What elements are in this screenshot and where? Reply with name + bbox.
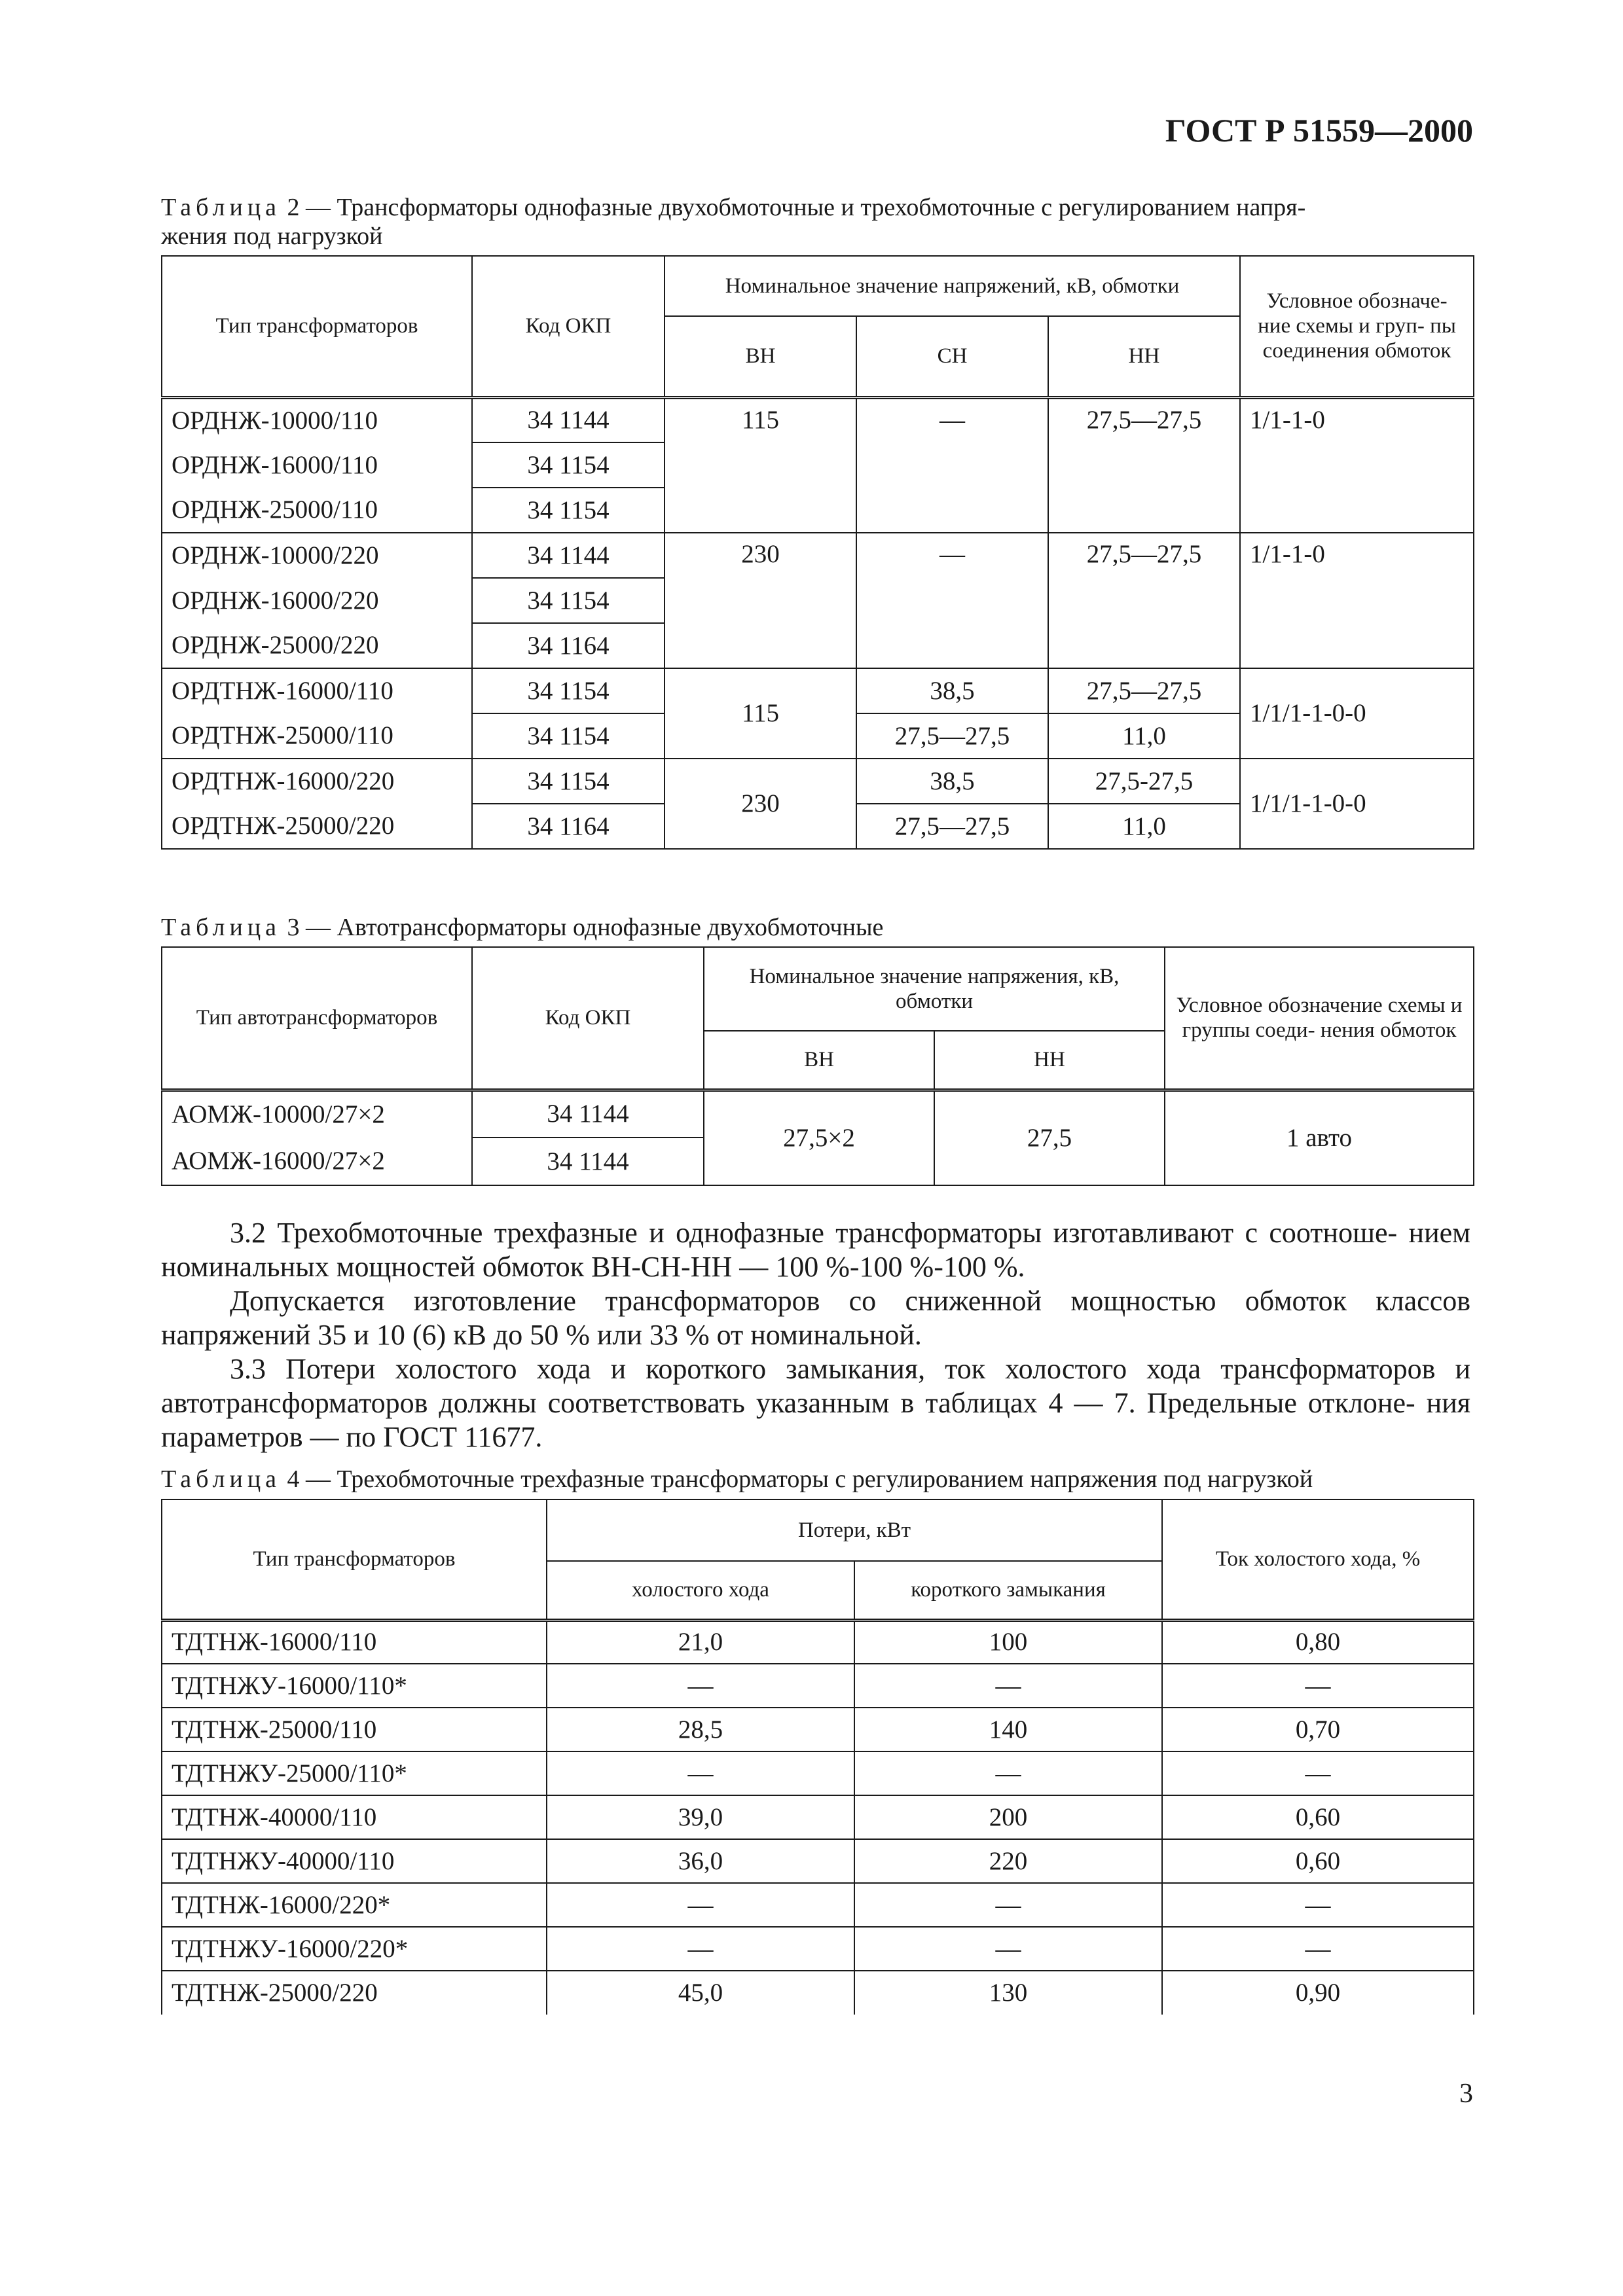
code-cell: 34 1154 [472,442,665,488]
sn-cell: — [856,397,1048,533]
short-circuit-loss-cell: 140 [854,1708,1162,1751]
header-nn: НН [1048,316,1240,397]
no-load-current-cell: 0,60 [1162,1839,1474,1883]
no-load-current-cell: 0,80 [1162,1620,1474,1664]
no-load-loss-cell: 45,0 [547,1971,854,2015]
short-circuit-loss-cell: 130 [854,1971,1162,2015]
code-cell: 34 1154 [472,713,665,759]
page-number: 3 [1459,2079,1473,2109]
no-load-current-cell: — [1162,1664,1474,1708]
scheme-cell: 1/1-1-0 [1240,397,1474,533]
table-row [162,1664,1474,1708]
table-4-caption [161,1465,1470,1494]
short-circuit-loss-cell: — [854,1883,1162,1927]
sn-cell: — [856,533,1048,668]
no-load-current-cell: — [1162,1927,1474,1971]
short-circuit-loss-cell: 200 [854,1795,1162,1839]
short-circuit-loss-cell: 220 [854,1839,1162,1883]
type-cell: ТДТНЖУ-16000/220* [162,1927,547,1971]
vn-cell: 230 [665,533,856,668]
short-circuit-loss-cell: — [854,1751,1162,1795]
table-row [162,668,1474,713]
nn-cell: 27,5-27,5 [1048,759,1240,804]
table-row [162,1708,1474,1751]
code-cell: 34 1154 [472,578,665,623]
header-sn: СН [856,316,1048,397]
code-cell: 34 1144 [472,397,665,442]
type-cell: ТДТНЖУ-40000/110 [162,1839,547,1883]
type-cell: ОРДНЖ-25000/220 [162,623,472,668]
header-voltage: Номинальное значение напряжения, кВ, обмотки [704,947,1165,1031]
type-cell: ОРДТНЖ-25000/220 [162,804,472,849]
no-load-loss-cell: 36,0 [547,1839,854,1883]
nn-cell: 11,0 [1048,804,1240,849]
no-load-loss-cell: 39,0 [547,1795,854,1839]
table-row [162,1620,1474,1664]
vn-cell: 115 [665,397,856,533]
table-row [162,1883,1474,1927]
type-cell: ОРДТНЖ-16000/220 [162,759,472,804]
sn-cell: 38,5 [856,759,1048,804]
table-2-caption-label: Таблица [161,194,282,221]
no-load-current-cell: — [1162,1751,1474,1795]
header-no-load-current: Ток холостого хода, % [1162,1499,1474,1620]
no-load-loss-cell: 28,5 [547,1708,854,1751]
header-okp-code: Код ОКП [472,256,665,397]
vn-cell: 230 [665,759,856,849]
table-row [162,1927,1474,1971]
table-row [162,397,1474,442]
type-cell: ТДТНЖ-16000/220* [162,1883,547,1927]
type-cell: ОРДТНЖ-16000/110 [162,668,472,713]
no-load-current-cell: 0,70 [1162,1708,1474,1751]
header-scheme: Условное обозначе- ние схемы и груп- пы соединения обмоток [1240,256,1474,397]
table-row [162,1839,1474,1883]
type-cell: АОМЖ-10000/27×2 [162,1090,472,1138]
type-cell: ТДТНЖ-40000/110 [162,1795,547,1839]
no-load-current-cell: 0,90 [1162,1971,1474,2015]
type-cell: ОРДНЖ-10000/220 [162,533,472,578]
table-3-caption [161,913,1470,942]
document-code: ГОСТ Р 51559—2000 [1165,112,1473,149]
sn-cell: 27,5—27,5 [856,713,1048,759]
sn-cell: 38,5 [856,668,1048,713]
table-2-caption-text-2: жения под нагрузкой [161,223,383,250]
code-cell: 34 1144 [472,1138,704,1185]
table-4 [161,1499,1474,2015]
type-cell: ОРДНЖ-10000/110 [162,397,472,442]
header-vn: ВН [665,316,856,397]
header-vn: ВН [704,1031,934,1090]
code-cell: 34 1154 [472,488,665,533]
header-voltage: Номинальное значение напряжений, кВ, обмотки [665,256,1240,316]
table-row [162,1971,1474,2015]
short-circuit-loss-cell: — [854,1664,1162,1708]
table-3-caption-label: Таблица [161,914,282,941]
nn-cell: 27,5—27,5 [1048,668,1240,713]
type-cell: ОРДНЖ-16000/220 [162,578,472,623]
code-cell: 34 1144 [472,1090,704,1138]
no-load-loss-cell: — [547,1883,854,1927]
table-row [162,1795,1474,1839]
paragraph-3-2-note: Допускается изготовление трансформаторов со сниженной мощностью обмоток классов напряжений 35 и 10 (6) кВ до 50 % или 33 % от номинальной. [161,1285,1470,1351]
table-2-caption-text: 2 — Трансформаторы однофазные двухобмоточные и трехобмоточные с регулированием напря- [287,194,1306,221]
code-cell: 34 1164 [472,804,665,849]
nn-cell: 11,0 [1048,713,1240,759]
header-nn: НН [934,1031,1165,1090]
table-4-caption-label: Таблица [161,1465,282,1493]
nn-cell: 27,5—27,5 [1048,397,1240,533]
no-load-loss-cell: 21,0 [547,1620,854,1664]
table-2-caption [161,193,1470,251]
header-type: Тип автотрансформаторов [162,947,472,1090]
header-scheme: Условное обозначение схемы и группы соеди- нения обмоток [1165,947,1474,1090]
table-row [162,1090,1474,1138]
no-load-current-cell: — [1162,1883,1474,1927]
scheme-cell: 1/1/1-1-0-0 [1240,668,1474,759]
paragraph-3-3: 3.3 Потери холостого хода и короткого замыкания, ток холостого хода трансформаторов и автотрансформаторов должны соответствовать указанным в таблицах 4 — 7. Предельные отклоне- ния параметров — по ГОСТ 11677. [161,1353,1470,1453]
sn-cell: 27,5—27,5 [856,804,1048,849]
header-losses: Потери, кВт [547,1499,1162,1561]
type-cell: ТДТНЖ-16000/110 [162,1620,547,1664]
short-circuit-loss-cell: — [854,1927,1162,1971]
no-load-loss-cell: — [547,1751,854,1795]
short-circuit-loss-cell: 100 [854,1620,1162,1664]
scheme-cell: 1/1-1-0 [1240,533,1474,668]
scheme-cell: 1/1/1-1-0-0 [1240,759,1474,849]
paragraph-3-2: 3.2 Трехобмоточные трехфазные и однофазные трансформаторы изготавливают с соотноше- нием номинальных мощностей обмоток ВН-СН-НН — 100 %-100 %-100 %. [161,1217,1470,1283]
vn-cell: 115 [665,668,856,759]
code-cell: 34 1164 [472,623,665,668]
table-3 [161,946,1474,1186]
header-type: Тип трансформаторов [162,1499,547,1620]
type-cell: ТДТНЖУ-25000/110* [162,1751,547,1795]
table-row [162,759,1474,804]
type-cell: ТДТНЖУ-16000/110* [162,1664,547,1708]
scheme-cell: 1 авто [1165,1090,1474,1185]
type-cell: АОМЖ-16000/27×2 [162,1138,472,1185]
table-3-caption-text: 3 — Автотрансформаторы однофазные двухобмоточные [287,914,884,941]
code-cell: 34 1154 [472,759,665,804]
type-cell: ТДТНЖ-25000/220 [162,1971,547,2015]
header-okp-code: Код ОКП [472,947,704,1090]
header-no-load: холостого хода [547,1561,854,1620]
header-type: Тип трансформаторов [162,256,472,397]
no-load-current-cell: 0,60 [1162,1795,1474,1839]
type-cell: ТДТНЖ-25000/110 [162,1708,547,1751]
table-4-caption-text: 4 — Трехобмоточные трехфазные трансформаторы с регулированием напряжения под нагрузкой [287,1465,1313,1493]
code-cell: 34 1154 [472,668,665,713]
nn-cell: 27,5 [934,1090,1165,1185]
table-row [162,533,1474,578]
type-cell: ОРДНЖ-25000/110 [162,488,472,533]
code-cell: 34 1144 [472,533,665,578]
nn-cell: 27,5—27,5 [1048,533,1240,668]
vn-cell: 27,5×2 [704,1090,934,1185]
no-load-loss-cell: — [547,1927,854,1971]
type-cell: ОРДТНЖ-25000/110 [162,713,472,759]
header-short-circuit: короткого замыкания [854,1561,1162,1620]
no-load-loss-cell: — [547,1664,854,1708]
type-cell: ОРДНЖ-16000/110 [162,442,472,488]
table-row [162,1751,1474,1795]
table-2 [161,255,1474,850]
